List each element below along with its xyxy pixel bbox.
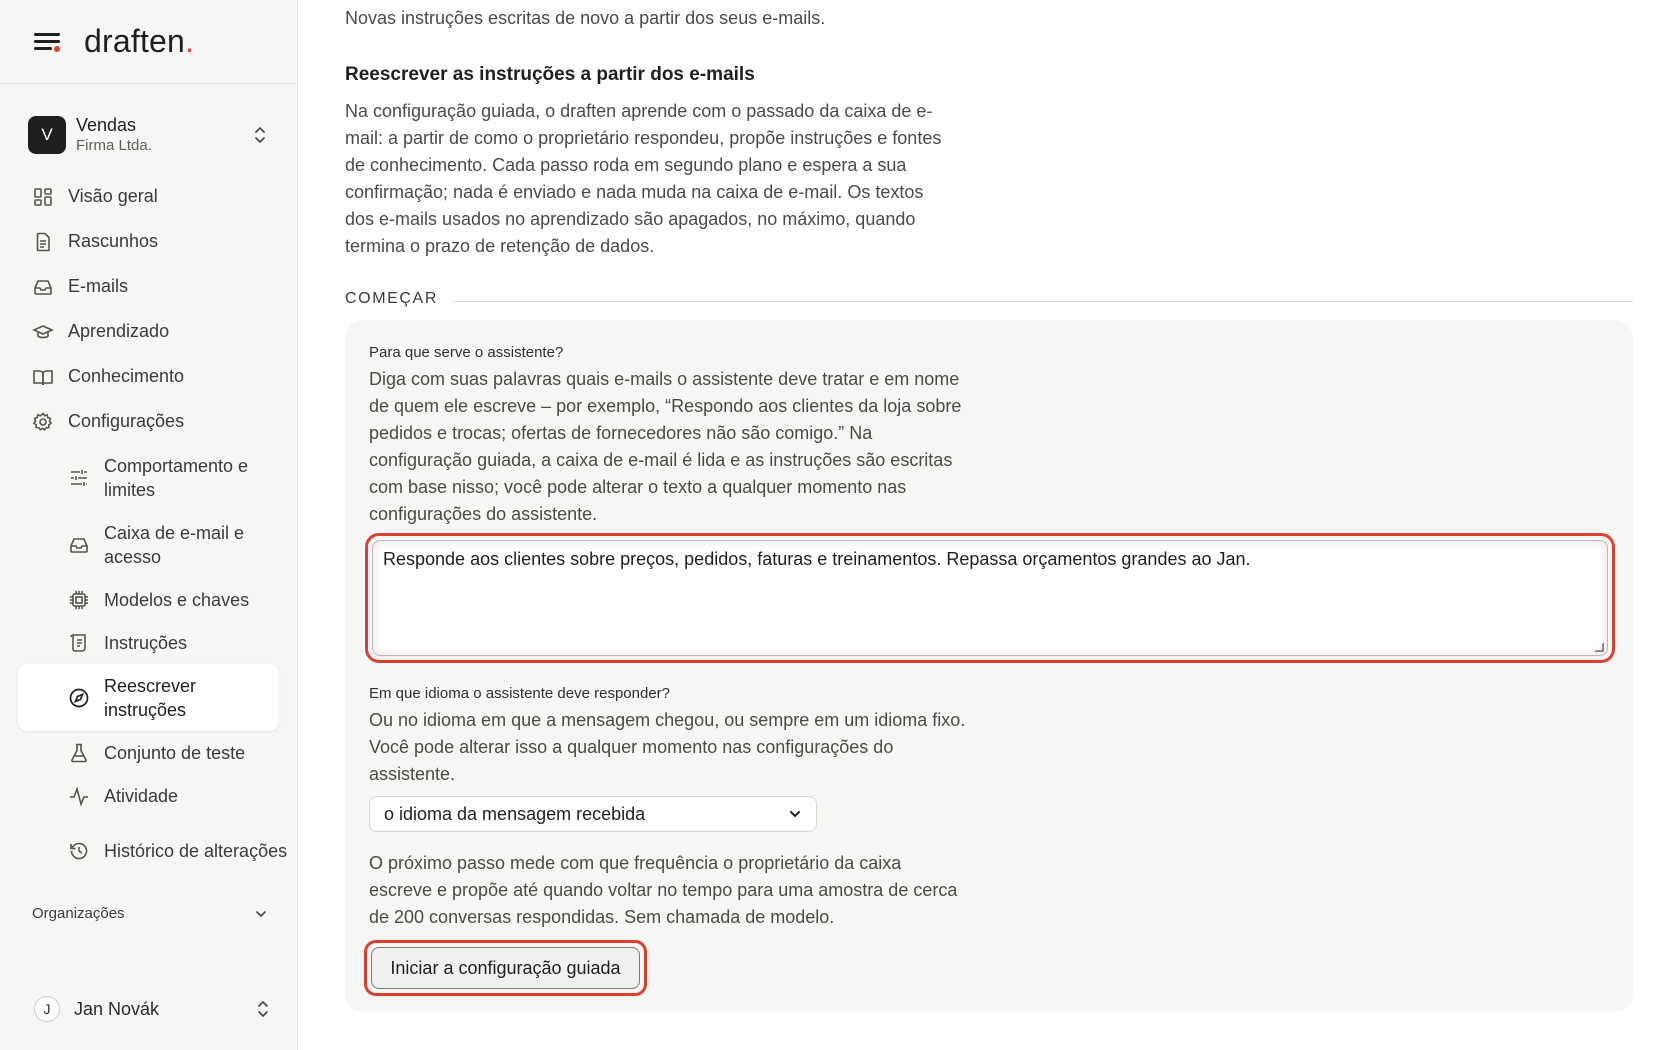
- language-select[interactable]: [369, 796, 817, 832]
- subnav-rewrite-active[interactable]: [18, 664, 279, 731]
- subnav-behavior-label: Comportamento e limites: [104, 455, 249, 500]
- chevron-up-down-icon: [253, 126, 267, 144]
- inbox-icon: [68, 534, 90, 556]
- subnav-history[interactable]: [0, 817, 297, 884]
- workspace-org: Firma Ltda.: [76, 137, 152, 154]
- start-guided-setup-button[interactable]: Iniciar a configuração guiada: [371, 947, 640, 989]
- graduation-cap-icon: [32, 321, 54, 343]
- chevron-down-icon: [254, 907, 268, 921]
- language-help: Ou no idioma em que a mensagem chegou, ou sempre em um idioma fixo. Você pode alterar isso a qualquer momento nas configurações do assistente.: [369, 710, 966, 784]
- next-step-text: O próximo passo mede com que frequência o proprietário da caixa escreve e propõe até quando voltar no tempo para uma amostra de cerca de 200 conversas respondidas. Sem chamada de modelo.: [369, 853, 958, 927]
- subnav-history-label: Histórico de alterações: [104, 840, 288, 861]
- subnav-instructions[interactable]: [0, 621, 297, 664]
- subnav-testset[interactable]: [0, 731, 297, 774]
- sidebar: [0, 0, 298, 1050]
- dashboard-grid-icon: [32, 186, 54, 208]
- subnav-testset-label: Conjunto de teste: [104, 742, 246, 763]
- organizations-toggle[interactable]: [32, 905, 268, 922]
- flask-icon: [68, 742, 90, 764]
- workspace-switcher[interactable]: [28, 114, 267, 156]
- subnav-behavior[interactable]: [0, 444, 297, 511]
- nav-emails[interactable]: [0, 264, 297, 309]
- user-menu[interactable]: [34, 994, 270, 1024]
- activity-pulse-icon: [68, 785, 90, 807]
- resize-handle-icon[interactable]: [1594, 642, 1604, 652]
- history-icon: [68, 840, 90, 862]
- nav-knowledge-label: Conhecimento: [68, 366, 185, 386]
- cpu-chip-icon: [68, 589, 90, 611]
- compass-icon: [68, 687, 90, 709]
- logo[interactable]: draften.: [84, 23, 195, 59]
- subnav-activity[interactable]: [0, 774, 297, 817]
- main-content: [345, 0, 1635, 1050]
- purpose-label: Para que serve o assistente?: [369, 344, 564, 361]
- section-divider: [452, 301, 1633, 302]
- page-description: Na configuração guiada, o draften aprende com o passado da caixa de e-mail: a partir de como o proprietário respondeu, propõe instruções e fontes de conhecimento. Cada passo roda em segundo plano e espera a sua confirmação; nada é enviado e nada muda na caixa de e-mail. Os textos dos e-mails usados no aprendizado são apagados, no máximo, quando termina o prazo de retenção de dados.: [345, 101, 942, 256]
- hamburger-menu-icon[interactable]: [34, 31, 60, 53]
- sliders-icon: [68, 467, 90, 489]
- chevron-up-down-icon: [256, 1000, 270, 1018]
- subnav-inbox-label: Caixa de e-mail e acesso: [104, 522, 245, 567]
- subnav-activity-label: Atividade: [104, 785, 179, 806]
- nav-overview[interactable]: [0, 174, 297, 219]
- user-name: Jan Novák: [74, 998, 160, 1019]
- nav-overview-label: Visão geral: [68, 186, 158, 206]
- section-label-start: [345, 290, 1633, 308]
- nav-settings-label: Configurações: [68, 411, 185, 431]
- nav-learning[interactable]: [0, 309, 297, 354]
- purpose-textarea-value: Responde aos clientes sobre preços, pedidos, faturas e treinamentos. Repassa orçamentos grandes ao Jan.: [383, 549, 1251, 569]
- user-avatar: J: [34, 996, 60, 1022]
- nav-learning-label: Aprendizado: [68, 321, 170, 341]
- nav-drafts-label: Rascunhos: [68, 231, 159, 251]
- workspace-name: Vendas: [76, 115, 137, 135]
- language-label: Em que idioma o assistente deve responder?: [369, 685, 671, 702]
- brand-bar: [0, 0, 297, 84]
- purpose-help: Diga com suas palavras quais e-mails o assistente deve tratar e em nome de quem ele escreve – por exemplo, “Respondo aos clientes da loja sobre pedidos e trocas; ofertas de fornecedores não são comigo.” Na configuração guiada, a caixa de e-mail é lida e as instruções são escritas com base nisso; você pode alterar o texto a qualquer momento nas configurações do assistente.: [369, 369, 962, 524]
- subnav-instructions-label: Instruções: [104, 632, 188, 653]
- book-open-icon: [32, 366, 54, 388]
- language-select-value: o idioma da mensagem recebida: [384, 803, 646, 824]
- setup-card: [345, 320, 1633, 1012]
- gear-icon: [32, 411, 54, 433]
- subnav-models[interactable]: [0, 578, 297, 621]
- purpose-textarea[interactable]: [372, 540, 1608, 656]
- subnav-rewrite-label: Reescrever instruções: [104, 675, 197, 720]
- main-nav: [0, 174, 297, 884]
- document-icon: [32, 231, 54, 253]
- workspace-avatar: V: [28, 116, 66, 154]
- subnav-inbox[interactable]: [0, 511, 297, 578]
- chevron-down-icon: [788, 807, 802, 821]
- subnav-models-label: Modelos e chaves: [104, 589, 250, 610]
- nav-settings[interactable]: [0, 399, 297, 444]
- page-intro: Novas instruções escritas de novo a partir dos seus e-mails.: [345, 8, 826, 28]
- inbox-icon: [32, 276, 54, 298]
- purpose-textarea-highlight: [365, 533, 1615, 663]
- nav-knowledge[interactable]: [0, 354, 297, 399]
- organizations-label: Organizações: [32, 905, 125, 922]
- section-label-text: COMEÇAR: [345, 290, 438, 307]
- nav-drafts[interactable]: [0, 219, 297, 264]
- nav-emails-label: E-mails: [68, 276, 129, 296]
- start-button-highlight: [364, 940, 647, 996]
- scroll-text-icon: [68, 632, 90, 654]
- page-heading: Reescrever as instruções a partir dos e-mails: [345, 64, 755, 85]
